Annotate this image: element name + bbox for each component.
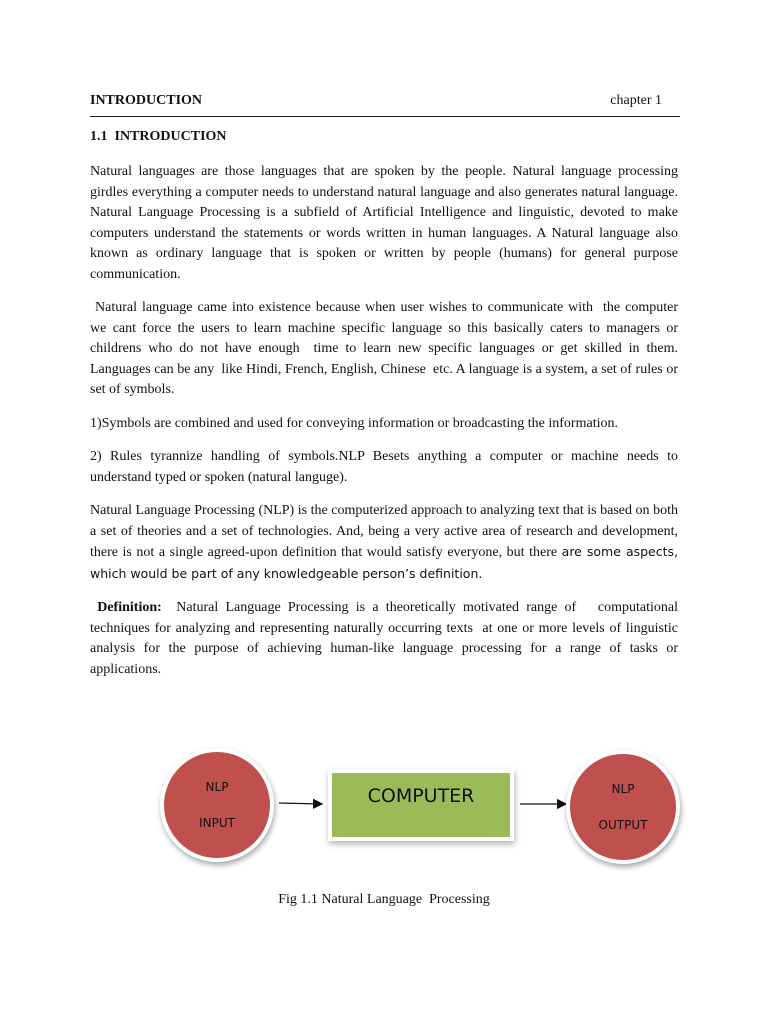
input-label-2: INPUT [199,816,235,830]
definition-paragraph [90,598,682,680]
computer-label: COMPUTER [367,785,475,807]
computer-box [332,773,510,837]
header-rule [90,116,680,117]
paragraph-5-tail: are some aspects, which would be part of any knowledgeable person’s definition. [90,544,679,581]
paragraph-5-main: Natural Language Processing (NLP) is the computerized approach to analyzing text that is based on both a set of theories and a set of technologies. And, being a very active area of research and development, there is not a single agreed-upon definition that would satisfy everyone, but there [90,503,678,560]
nlp-input-circle [164,752,270,858]
body-text [90,162,686,693]
paragraph-1: Natural languages are those languages that are spoken by the people. Natural language processing girdles everything a computer needs to understand natural language and also generates natural language. Natural Language Processing is a subfield of Artificial Intelligence and linguistic, devoted to make computers understand the statements or words written in human languages. A Natural language also known as ordinary language that is spoken or written by people (humans) for general purpose communication. [90,164,678,282]
nlp-diagram [0,740,768,870]
arrow-input-to-computer [279,803,322,804]
output-label-2: OUTPUT [598,818,648,832]
paragraph-5 [90,501,678,585]
paragraph-2: Natural language came into existence because when user wishes to communicate with the computer we cant force the users to learn machine specific language so this basically caters to managers or childrens who do not have enough time to learn new specific languages or get skilled in them. Languages can be any like Hindi, French, English, Chinese etc. A language is a system, a set of rules or set of symbols. [90,300,686,397]
input-label-1: NLP [205,780,229,794]
nlp-output-circle [570,754,676,860]
section-title: 1.1 INTRODUCTION [90,129,227,144]
output-label-1: NLP [611,782,635,796]
paragraph-3: 1)Symbols are combined and used for conveying information or broadcasting the information. [90,415,618,431]
header-chapter: chapter 1 [610,93,662,108]
header-title: INTRODUCTION [90,93,203,108]
paragraph-4: 2) Rules tyrannize handling of symbols.NLP Besets anything a computer or machine needs to understand typed or spoken (natural languge). [90,449,678,485]
definition-text: Natural Language Processing is a theoretically motivated range of computational techniques for analyzing and representing naturally occurring texts at one or more levels of linguistic analysis for the purpose of achieving human-like language processing for a range of tasks or applications. [90,600,682,677]
figure-caption: Fig 1.1 Natural Language Processing [278,892,490,907]
definition-label: Definition: [97,600,162,615]
